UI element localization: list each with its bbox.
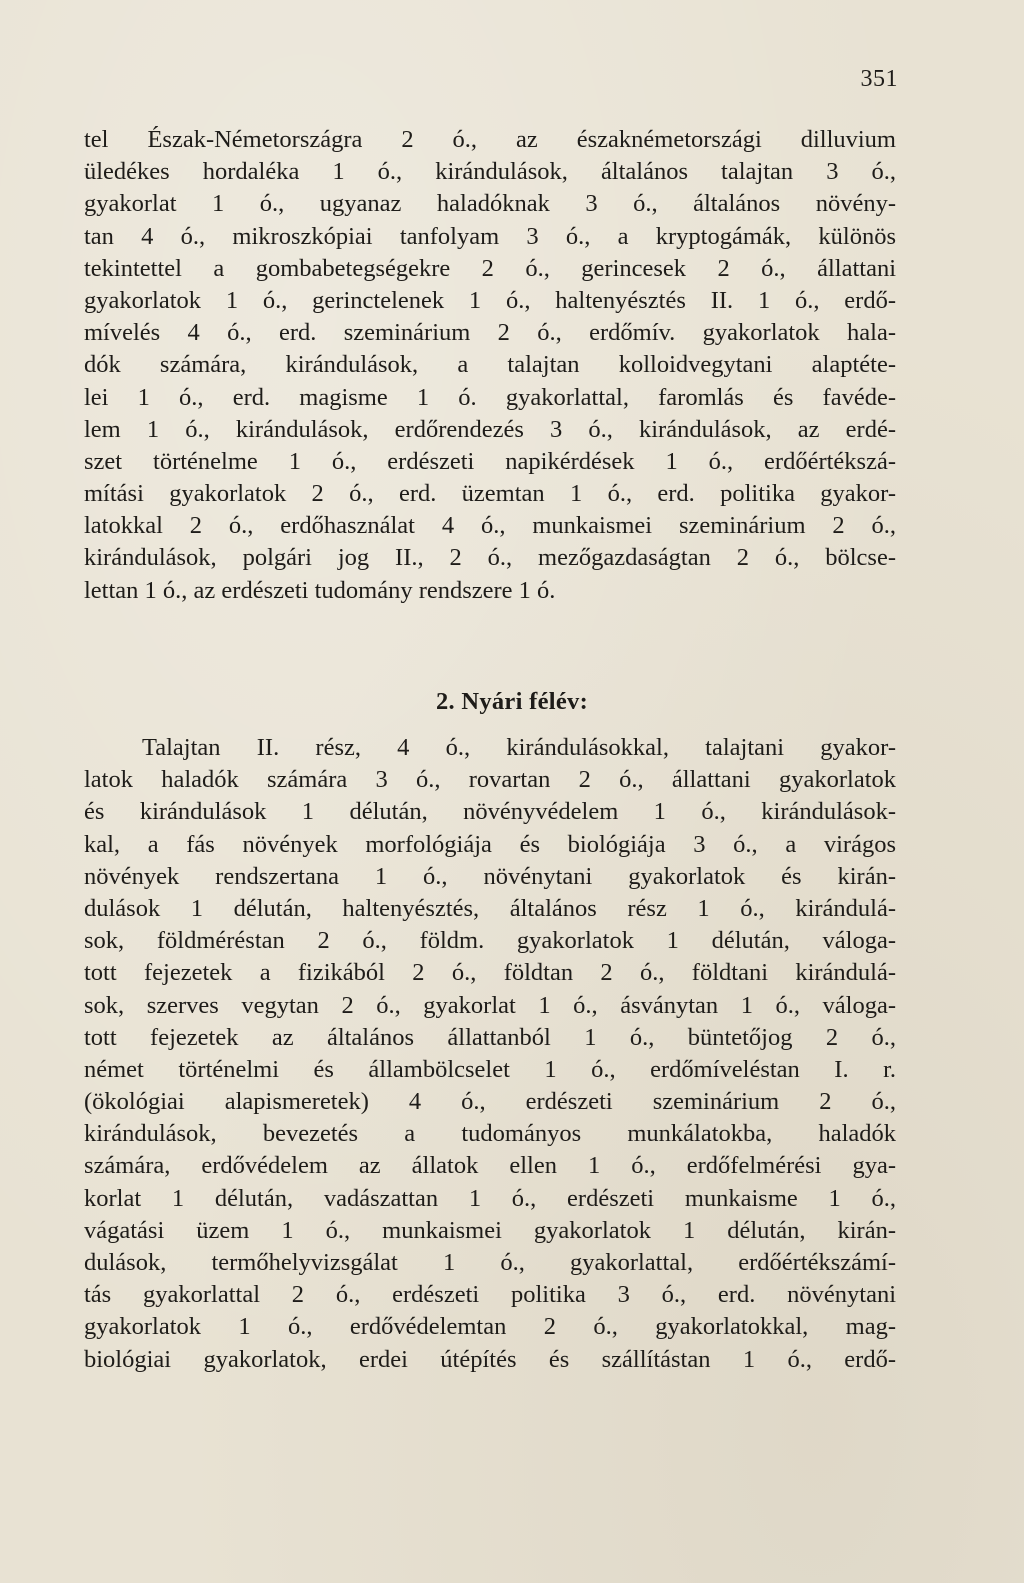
text-line: (ökológiai alapismeretek) 4 ó., erdészeti szeminárium 2 ó., (84, 1088, 896, 1116)
text-line: sok, földméréstan 2 ó., földm. gyakorlatok 1 délután, váloga- (84, 927, 896, 955)
text-line: gyakorlatok 1 ó., gerinctelenek 1 ó., haltenyésztés II. 1 ó., erdő- (84, 286, 896, 314)
text-line: tott fejezetek a fizikából 2 ó., földtan 2 ó., földtani kirándulá- (84, 959, 896, 987)
text-line: tekintettel a gombabetegségekre 2 ó., gerincesek 2 ó., állattani (84, 254, 896, 282)
text-line: kirándulások, bevezetés a tudományos munkálatokba, haladók (84, 1120, 896, 1148)
text-line: német történelmi és állambölcselet 1 ó., erdőmíveléstan I. r. (84, 1055, 896, 1083)
text-line: biológiai gyakorlatok, erdei útépítés és szállítástan 1 ó., erdő- (84, 1345, 896, 1373)
text-line: szet történelme 1 ó., erdészeti napikérdések 1 ó., erdőértékszá- (84, 447, 896, 475)
text-line: tel Észak-Németországra 2 ó., az északnémetországi dilluvium (84, 126, 896, 153)
text-line: lei 1 ó., erd. magisme 1 ó. gyakorlattal, faromlás és favéde- (84, 383, 896, 411)
page-number: 351 (860, 66, 898, 92)
text-line: lem 1 ó., kirándulások, erdőrendezés 3 ó., kirándulások, az erdé- (84, 415, 896, 443)
text-line: mívelés 4 ó., erd. szeminárium 2 ó., erdőmív. gyakorlatok hala- (84, 319, 896, 347)
text-line: kal, a fás növények morfológiája és biológiája 3 ó., a virágos (84, 830, 896, 858)
text-line: tan 4 ó., mikroszkópiai tanfolyam 3 ó., a kryptogámák, különös (84, 222, 896, 250)
text-line: tás gyakorlattal 2 ó., erdészeti politika 3 ó., erd. növénytani (84, 1281, 896, 1309)
paragraph-summer-semester (84, 732, 896, 1376)
text-line: és kirándulások 1 délután, növényvédelem 1 ó., kirándulások- (84, 798, 896, 826)
text-line: számára, erdővédelem az állatok ellen 1 ó., erdőfelmérési gya- (84, 1152, 896, 1180)
paragraph-winter-semester-continued (84, 124, 896, 607)
text-line: sok, szerves vegytan 2 ó., gyakorlat 1 ó., ásványtan 1 ó., váloga- (84, 991, 896, 1019)
text-line: üledékes hordaléka 1 ó., kirándulások, általános talajtan 3 ó., (84, 158, 896, 186)
text-line: latok haladók számára 3 ó., rovartan 2 ó., állattani gyakorlatok (84, 766, 896, 794)
text-line: kirándulások, polgári jog II., 2 ó., mezőgazdaságtan 2 ó., bölcse- (84, 544, 896, 572)
text-line: lettan 1 ó., az erdészeti tudomány rendszere 1 ó. (84, 576, 556, 604)
text-line: dulások 1 délután, haltenyésztés, általános rész 1 ó., kirándulá- (84, 894, 896, 922)
section-heading-summer-semester: 2. Nyári félév: (435, 688, 589, 715)
text-line: korlat 1 délután, vadászattan 1 ó., erdészeti munkaisme 1 ó., (84, 1184, 896, 1212)
text-line: vágatási üzem 1 ó., munkaismei gyakorlatok 1 délután, kirán- (84, 1216, 896, 1244)
text-line: mítási gyakorlatok 2 ó., erd. üzemtan 1 ó., erd. politika gyakor- (84, 480, 896, 508)
text-line: latokkal 2 ó., erdőhasználat 4 ó., munkaismei szeminárium 2 ó., (84, 512, 896, 540)
text-line: dók számára, kirándulások, a talajtan kolloidvegytani alaptéte- (84, 351, 896, 379)
text-line: gyakorlat 1 ó., ugyanaz haladóknak 3 ó., általános növény- (84, 190, 896, 218)
text-line: növények rendszertana 1 ó., növénytani gyakorlatok és kirán- (84, 862, 896, 890)
text-line: gyakorlatok 1 ó., erdővédelemtan 2 ó., gyakorlatokkal, mag- (84, 1313, 896, 1341)
text-line: dulások, termőhelyvizsgálat 1 ó., gyakorlattal, erdőértékszámí- (84, 1249, 896, 1276)
text-line: Talajtan II. rész, 4 ó., kirándulásokkal, talajtani gyakor- (142, 734, 896, 761)
text-line: tott fejezetek az általános állattanból 1 ó., büntetőjog 2 ó., (84, 1023, 896, 1051)
